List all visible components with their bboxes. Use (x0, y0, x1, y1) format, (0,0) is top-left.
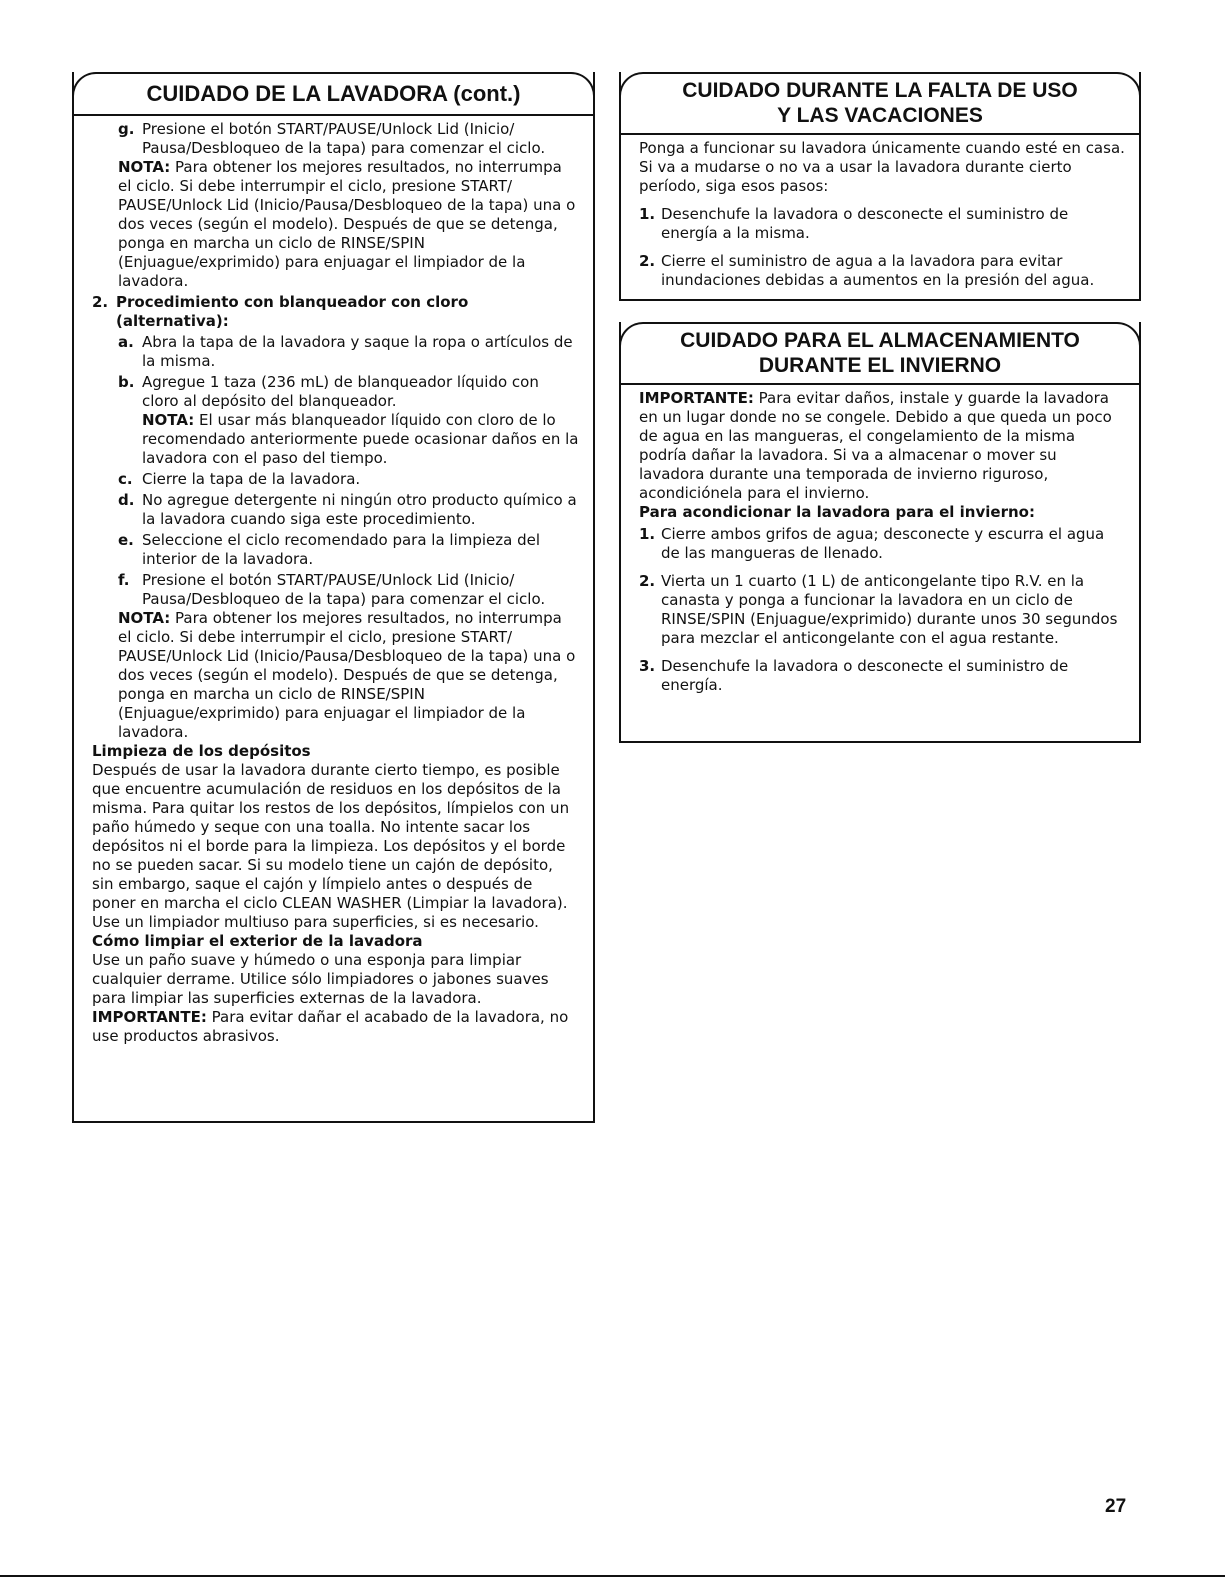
winter-importante-text: Para evitar daños, instale y guarde la lavadora en un lugar donde no se congele. Debido a que queda un poco de agua en las mangueras, el congelamiento de la misma podría dañar la lavadora. Si va a almacenar o mover su lavadora durante una temporada de invierno riguroso, acondiciónela para el invierno. (639, 389, 1112, 502)
nota-2-label: NOTA: (118, 609, 171, 627)
winter-title-line1: CUIDADO PARA EL ALMACENAMIENTO (680, 329, 1080, 352)
vacation-title-line2: Y LAS VACACIONES (777, 104, 983, 127)
step-a-marker: a. (118, 333, 134, 351)
depositos-text: Después de usar la lavadora durante cierto tiempo, es posible que encuentre acumulación de residuos en los depósitos de la misma. Para quitar los restos de los depósitos, límpielos con un paño húmedo y seque con una toalla. No intente sacar los depósitos ni el borde para la limpieza. Los depósitos y el borde no se pueden sacar. Si su modelo tiene un cajón de depósito, sin embargo, saque el cajón y límpielo antes o después de poner en marcha el ciclo CLEAN WASHER (Limpiar la lavadora). Use un limpiador multiuso para superficies, si es necesario. (92, 761, 570, 931)
exterior-heading: Cómo limpiar el exterior de la lavadora (92, 932, 423, 950)
vacation-body (621, 135, 1139, 300)
winter-step-1 (639, 525, 1125, 563)
vacation-step-2 (639, 252, 1125, 290)
winter-step-2-text: Vierta un 1 cuarto (1 L) de anticongelante tipo R.V. en la canasta y ponga a funcionar la lavadora en un ciclo de RINSE/SPIN (Enjuague/exprimido) durante unos 30 segundos para mezclar el anticongelante con el agua restante. (661, 572, 1118, 647)
step-g-marker: g. (118, 120, 135, 138)
washer-care-section (72, 72, 595, 1123)
section-body (74, 116, 593, 1056)
importante-text: Para evitar dañar el acabado de la lavadora, no use productos abrasivos. (92, 1008, 569, 1045)
step-b-nota (92, 411, 579, 468)
step-f-text: Presione el botón START/PAUSE/Unlock Lid (Inicio/ Pausa/Desbloqueo de la tapa) para comenzar el ciclo. (142, 571, 546, 608)
winter-step-1-marker: 1. (639, 525, 656, 543)
vacation-step-1 (639, 205, 1125, 243)
winter-importante-label: IMPORTANTE: (639, 389, 754, 407)
winter-title (619, 322, 1141, 385)
vacation-step-2-text: Cierre el suministro de agua a la lavadora para evitar inundaciones debidas a aumentos en la presión del agua. (661, 252, 1095, 289)
winter-title-line2: DURANTE EL INVIERNO (758, 354, 1002, 377)
depositos-heading: Limpieza de los depósitos (92, 742, 311, 760)
winter-step-2-marker: 2. (639, 572, 656, 590)
vacation-care-section (619, 72, 1141, 301)
step-a-text: Abra la tapa de la lavadora y saque la ropa o artículos de la misma. (142, 333, 573, 370)
step-e (92, 531, 579, 569)
step-e-text: Seleccione el ciclo recomendado para la limpieza del interior de la lavadora. (142, 531, 541, 568)
nota-2 (92, 609, 579, 742)
vacation-title (619, 72, 1141, 135)
importante-label: IMPORTANTE: (92, 1008, 207, 1026)
step-2 (92, 293, 579, 331)
exterior-text: Use un paño suave y húmedo o una esponja para limpiar cualquier derrame. Utilice sólo limpiadores o jabones suaves para limpiar las superficies externas de la lavadora. (92, 951, 549, 1007)
step-b-marker: b. (118, 373, 135, 391)
winter-body (621, 385, 1139, 705)
step-2-marker: 2. (92, 293, 109, 311)
winter-importante (639, 389, 1125, 503)
step-f-marker: f. (118, 571, 130, 589)
importante-note (92, 1008, 579, 1046)
vacation-title-line1: CUIDADO DURANTE LA FALTA DE USO (682, 79, 1078, 102)
vacation-step-1-text: Desenchufe la lavadora o desconecte el suministro de energía a la misma. (661, 205, 1069, 242)
winter-step-2 (639, 572, 1125, 648)
nota-1 (92, 158, 579, 291)
step-a (92, 333, 579, 371)
step-b-text: Agregue 1 taza (236 mL) de blanqueador líquido con cloro al depósito del blanqueador. (142, 373, 539, 410)
winter-step-3-text: Desenchufe la lavadora o desconecte el suministro de energía. (661, 657, 1069, 694)
winter-step-1-text: Cierre ambos grifos de agua; desconecte y escurra el agua de las mangueras de llenado. (661, 525, 1105, 562)
step-g-text: Presione el botón START/PAUSE/Unlock Lid (Inicio/ Pausa/Desbloqueo de la tapa) para comenzar el ciclo. (142, 120, 546, 157)
step-d-text: No agregue detergente ni ningún otro producto químico a la lavadora cuando siga este procedimiento. (142, 491, 577, 528)
winter-step-3 (639, 657, 1125, 695)
step-e-marker: e. (118, 531, 134, 549)
step-2-title: Procedimiento con blanqueador con cloro (alternativa): (116, 293, 469, 330)
winter-subheading: Para acondicionar la lavadora para el invierno: (639, 503, 1035, 521)
winter-step-3-marker: 3. (639, 657, 656, 675)
bottom-divider (0, 1575, 1225, 1577)
nota-1-text: Para obtener los mejores resultados, no interrumpa el ciclo. Si debe interrumpir el ciclo, presione START/ PAUSE/Unlock Lid (Inicio/Pausa/Desbloqueo de la tapa) una o dos veces (según el modelo). Después de que se detenga, ponga en marcha un ciclo de RINSE/SPIN (Enjuague/exprimido) para enjuagar el limpiador de la lavadora. (118, 158, 576, 290)
winter-storage-section (619, 322, 1141, 743)
section-title (72, 72, 595, 116)
nota-2-text: Para obtener los mejores resultados, no interrumpa el ciclo. Si debe interrumpir el ciclo, presione START/ PAUSE/Unlock Lid (Inicio/Pausa/Desbloqueo de la tapa) una o dos veces (según el modelo). Después de que se detenga, ponga en marcha un ciclo de RINSE/SPIN (Enjuague/exprimido) para enjuagar el limpiador de la lavadora. (118, 609, 576, 741)
section-title-text: CUIDADO DE LA LAVADORA (cont.) (146, 81, 521, 106)
step-c (92, 470, 579, 489)
step-c-text: Cierre la tapa de la lavadora. (142, 470, 361, 488)
step-b-nota-text: El usar más blanqueador líquido con cloro de lo recomendado anteriormente puede ocasionar daños en la lavadora con el paso del tiempo. (142, 411, 579, 467)
vacation-step-1-marker: 1. (639, 205, 656, 223)
vacation-step-2-marker: 2. (639, 252, 656, 270)
step-d-marker: d. (118, 491, 135, 509)
step-g (92, 120, 579, 158)
nota-1-label: NOTA: (118, 158, 171, 176)
step-f (92, 571, 579, 609)
step-b (92, 373, 579, 411)
page-number: 27 (1105, 1496, 1127, 1517)
step-b-nota-label: NOTA: (142, 411, 195, 429)
vacation-intro: Ponga a funcionar su lavadora únicamente cuando esté en casa. Si va a mudarse o no va a usar la lavadora durante cierto período, siga esos pasos: (639, 139, 1125, 195)
step-c-marker: c. (118, 470, 133, 488)
step-d (92, 491, 579, 529)
